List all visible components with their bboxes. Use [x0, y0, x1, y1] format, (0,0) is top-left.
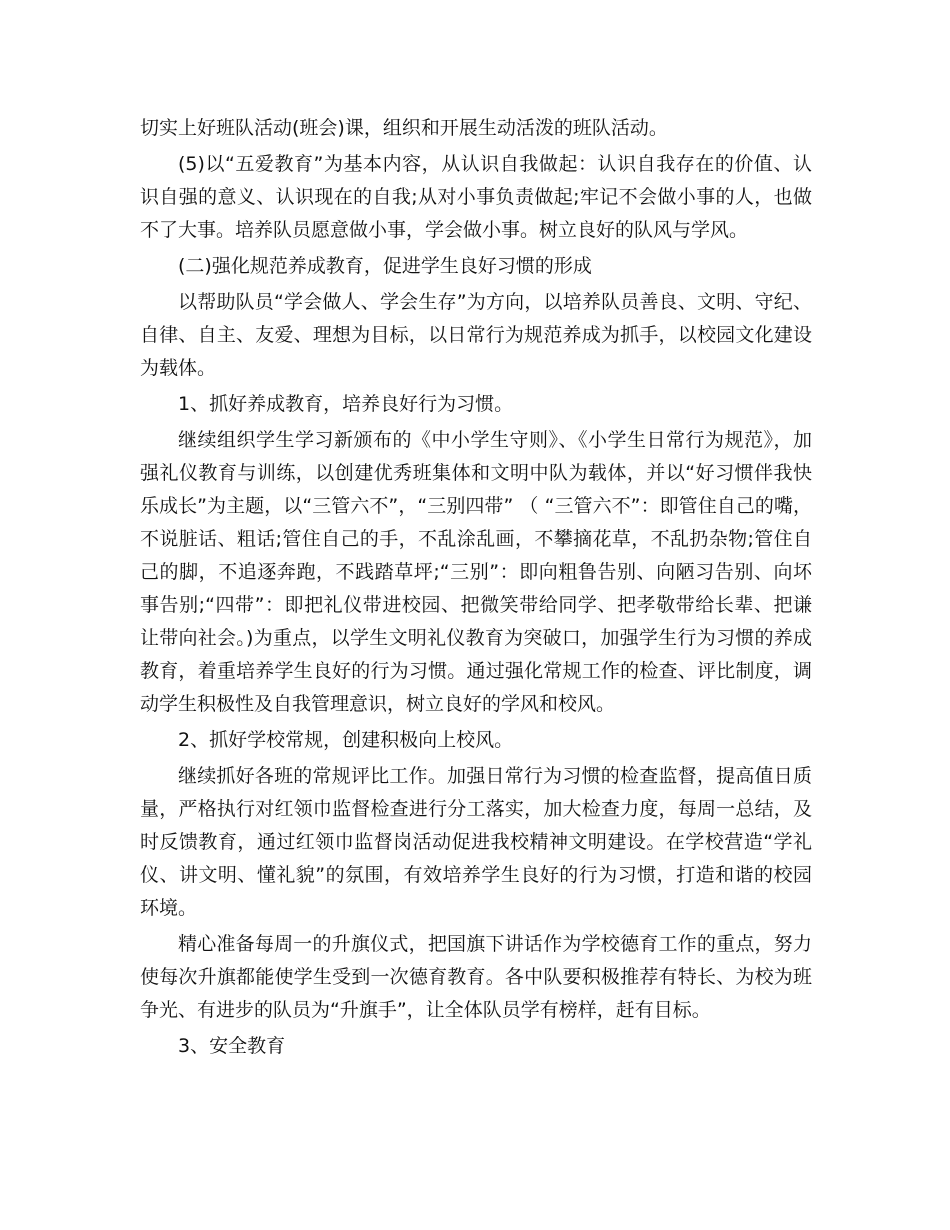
paragraph-2: (5)以“五爱教育”为基本内容，从认识自我做起：认识自我存在的价值、认识自强的意义、认识现在的自我;从对小事负责做起;牢记不会做小事的人，也做不了大事。培养队员愿意做小事，学会做小事。树立良好的队风与学风。 [140, 153, 812, 241]
paragraph-6: 精心准备每周一的升旗仪式，把国旗下讲话作为学校德育工作的重点，努力使每次升旗都能使学生受到一次德育教育。各中队要积极推荐有特长、为校为班争光、有进步的队员为“升旗手”，让全体队员学有榜样，赶有目标。 [140, 933, 812, 1021]
subheading-1: 1、抓好养成教育，培养良好行为习惯。 [178, 393, 514, 415]
document-body [140, 112, 812, 1063]
section-heading-2: (二)强化规范养成教育，促进学生良好习惯的形成 [178, 255, 592, 277]
paragraph-3: 以帮助队员“学会做人、学会生存”为方向，以培养队员善良、文明、守纪、自律、自主、友爱、理想为目标，以日常行为规范养成为抓手，以校园文化建设为载体。 [140, 291, 812, 379]
subheading-3: 3、安全教育 [178, 1035, 286, 1057]
paragraph-4: 继续组织学生学习新颁布的《中小学生守则》、《小学生日常行为规范》，加强礼仪教育与训练，以创建优秀班集体和文明中队为载体，并以“好习惯伴我快乐成长”为主题，以“三管六不”，“三别四带” （ “三管六不”：即管住自己的嘴，不说脏话、粗话;管住自己的手，不乱涂乱画，不攀摘花草，不乱扔杂物;管住自己的脚，不追逐奔跑，不践踏草坪;“三别”：即向粗鲁告别、向陋习告别、向坏事告别;“四带”：即把礼仪带进校园、把微笑带给同学、把孝敬带给长辈、把谦让带向社会。)为重点，以学生文明礼仪教育为突破口，加强学生行为习惯的养成教育，着重培养学生良好的行为习惯。通过强化常规工作的检查、评比制度，调动学生积极性及自我管理意识，树立良好的学风和校风。 [140, 429, 812, 715]
paragraph-1: 切实上好班队活动(班会)课，组织和开展生动活泼的班队活动。 [140, 117, 668, 139]
paragraph-5: 继续抓好各班的常规评比工作。加强日常行为习惯的检查监督，提高值日质量，严格执行对红领巾监督检查进行分工落实，加大检查力度，每周一总结，及时反馈教育，通过红领巾监督岗活动促进我校精神文明建设。在学校营造“学礼仪、讲文明、懂礼貌”的氛围，有效培养学生良好的行为习惯，打造和谐的校园环境。 [140, 765, 812, 919]
subheading-2: 2、抓好学校常规，创建积极向上校风。 [178, 729, 514, 751]
